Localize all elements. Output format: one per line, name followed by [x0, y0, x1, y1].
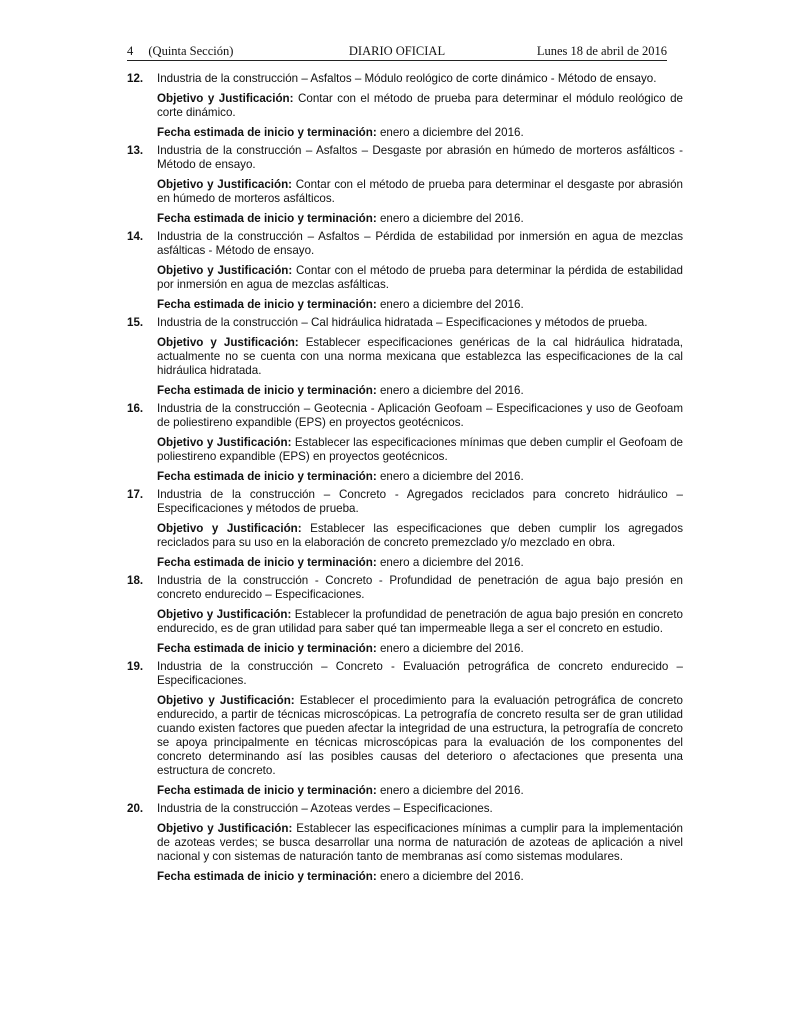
- objective-text: Establecer el procedimiento para la evaluación petrográfica de concreto endurecido, a partir de técnicas microscópicas. La petrografía de concreto resulta ser de gran utilidad cuando existen factores que pueden afectar la integridad de una estructura, la petrografía de concreto se apoya principalmente en técnicas microscópicas para la evaluación de los componentes del concreto determinando así las posibles causas del deterioro o afectaciones que presenta una estructura de concreto.: [157, 694, 683, 777]
- item-number: 19.: [127, 660, 144, 673]
- dates-paragraph: [157, 642, 683, 656]
- objective-label: Objetivo y Justificación:: [157, 694, 295, 707]
- document-body: [127, 72, 683, 888]
- objective-paragraph: [157, 522, 683, 550]
- objective-text: Establecer las especificaciones mínimas a cumplir para la implementación de azoteas verdes; se busca desarrollar una norma de naturación de azoteas de aplicación a nivel nacional y con sistemas de naturación tanto de membranas así como sistemas modulares.: [157, 822, 683, 863]
- item-title: Industria de la construcción – Cal hidráulica hidratada – Especificaciones y métodos de prueba.: [157, 316, 648, 329]
- list-item: [127, 316, 683, 398]
- objective-text: Contar con el método de prueba para determinar la pérdida de estabilidad por inmersión en agua de mezclas asfálticas.: [157, 264, 683, 291]
- dates-text: enero a diciembre del 2016.: [379, 298, 524, 311]
- item-number: 18.: [127, 574, 144, 587]
- objective-label: Objetivo y Justificación:: [157, 822, 293, 835]
- dates-label: Fecha estimada de inicio y terminación:: [157, 470, 377, 483]
- item-number: 15.: [127, 316, 144, 329]
- objective-paragraph: [157, 822, 683, 864]
- dates-text: enero a diciembre del 2016.: [379, 784, 524, 797]
- item-title: Industria de la construcción – Geotecnia - Aplicación Geofoam – Especificaciones y uso de Geofoam de poliestireno expandible (EPS) en proyectos geotécnicos.: [157, 402, 683, 429]
- list-item: [127, 574, 683, 656]
- item-title: Industria de la construcción – Asfaltos – Desgaste por abrasión en húmedo de morteros asfálticos - Método de ensayo.: [157, 144, 683, 171]
- dates-text: enero a diciembre del 2016.: [379, 870, 524, 883]
- dates-paragraph: [157, 212, 683, 226]
- dates-paragraph: [157, 556, 683, 570]
- dates-label: Fecha estimada de inicio y terminación:: [157, 126, 377, 139]
- dates-label: Fecha estimada de inicio y terminación:: [157, 870, 377, 883]
- dates-paragraph: [157, 470, 683, 484]
- dates-paragraph: [157, 870, 683, 884]
- objective-label: Objetivo y Justificación:: [157, 522, 302, 535]
- dates-label: Fecha estimada de inicio y terminación:: [157, 556, 377, 569]
- objective-paragraph: [157, 264, 683, 292]
- section-label: (Quinta Sección): [148, 44, 234, 58]
- item-title: Industria de la construcción – Asfaltos – Pérdida de estabilidad por inmersión en agua de mezclas asfálticas - Método de ensayo.: [157, 230, 683, 257]
- objective-text: Establecer las especificaciones mínimas que deben cumplir el Geofoam de poliestireno expandible (EPS) en proyectos geotécnicos.: [157, 436, 683, 463]
- item-title: Industria de la construcción – Concreto - Agregados reciclados para concreto hidráulico – Especificaciones y métodos de prueba.: [157, 488, 683, 515]
- dates-text: enero a diciembre del 2016.: [379, 642, 524, 655]
- objective-paragraph: [157, 336, 683, 378]
- list-item: [127, 402, 683, 484]
- item-number: 13.: [127, 144, 144, 157]
- dates-text: enero a diciembre del 2016.: [379, 212, 524, 225]
- item-title: Industria de la construcción – Asfaltos – Módulo reológico de corte dinámico - Método de ensayo.: [157, 72, 657, 85]
- dates-label: Fecha estimada de inicio y terminación:: [157, 212, 377, 225]
- item-number: 14.: [127, 230, 144, 243]
- publication-title: DIARIO OFICIAL: [348, 44, 446, 58]
- item-number: 17.: [127, 488, 144, 501]
- objective-paragraph: [157, 694, 683, 778]
- dates-text: enero a diciembre del 2016.: [379, 556, 524, 569]
- dates-label: Fecha estimada de inicio y terminación:: [157, 642, 377, 655]
- list-item: [127, 144, 683, 226]
- dates-paragraph: [157, 298, 683, 312]
- objective-text: Contar con el método de prueba para determinar el desgaste por abrasión en húmedo de morteros asfálticos.: [157, 178, 683, 205]
- item-number: 12.: [127, 72, 144, 85]
- objective-text: Contar con el método de prueba para determinar el módulo reológico de corte dinámico.: [157, 92, 683, 119]
- objective-label: Objetivo y Justificación:: [157, 436, 292, 449]
- dates-label: Fecha estimada de inicio y terminación:: [157, 784, 377, 797]
- objective-paragraph: [157, 178, 683, 206]
- list-item: [127, 802, 683, 884]
- item-title: Industria de la construcción - Concreto - Profundidad de penetración de agua bajo presión en concreto endurecido – Especificaciones.: [157, 574, 683, 601]
- dates-paragraph: [157, 384, 683, 398]
- objective-label: Objetivo y Justificación:: [157, 264, 293, 277]
- dates-text: enero a diciembre del 2016.: [379, 384, 524, 397]
- item-title: Industria de la construcción – Concreto - Evaluación petrográfica de concreto endurecido – Especificaciones.: [157, 660, 683, 687]
- item-number: 16.: [127, 402, 144, 415]
- list-item: [127, 488, 683, 570]
- objective-text: Establecer la profundidad de penetración de agua bajo presión en concreto endurecido, es de gran utilidad para saber qué tan impermeable llega a ser el concreto en estudio.: [157, 608, 683, 635]
- dates-label: Fecha estimada de inicio y terminación:: [157, 298, 377, 311]
- page-header: [127, 44, 667, 61]
- objective-label: Objetivo y Justificación:: [157, 92, 294, 105]
- dates-paragraph: [157, 784, 683, 798]
- objective-paragraph: [157, 92, 683, 120]
- objective-paragraph: [157, 608, 683, 636]
- dates-text: enero a diciembre del 2016.: [379, 126, 524, 139]
- objective-label: Objetivo y Justificación:: [157, 178, 293, 191]
- objective-text: Establecer especificaciones genéricas de la cal hidráulica hidratada, actualmente no se cuenta con una norma mexicana que establezca las especificaciones de la cal hidráulica hidratada.: [157, 336, 683, 377]
- objective-paragraph: [157, 436, 683, 464]
- list-item: [127, 230, 683, 312]
- dates-paragraph: [157, 126, 683, 140]
- dates-label: Fecha estimada de inicio y terminación:: [157, 384, 377, 397]
- item-number: 20.: [127, 802, 144, 815]
- objective-text: Establecer las especificaciones que deben cumplir los agregados reciclados para su uso en la elaboración de concreto premezclado y/o mezclado en obra.: [157, 522, 683, 549]
- objective-label: Objetivo y Justificación:: [157, 608, 292, 621]
- dates-text: enero a diciembre del 2016.: [379, 470, 524, 483]
- page-number: 4: [127, 44, 134, 58]
- objective-label: Objetivo y Justificación:: [157, 336, 299, 349]
- publication-date: Lunes 18 de abril de 2016: [536, 44, 667, 58]
- list-item: [127, 660, 683, 798]
- item-title: Industria de la construcción – Azoteas verdes – Especificaciones.: [157, 802, 493, 815]
- list-item: [127, 72, 683, 140]
